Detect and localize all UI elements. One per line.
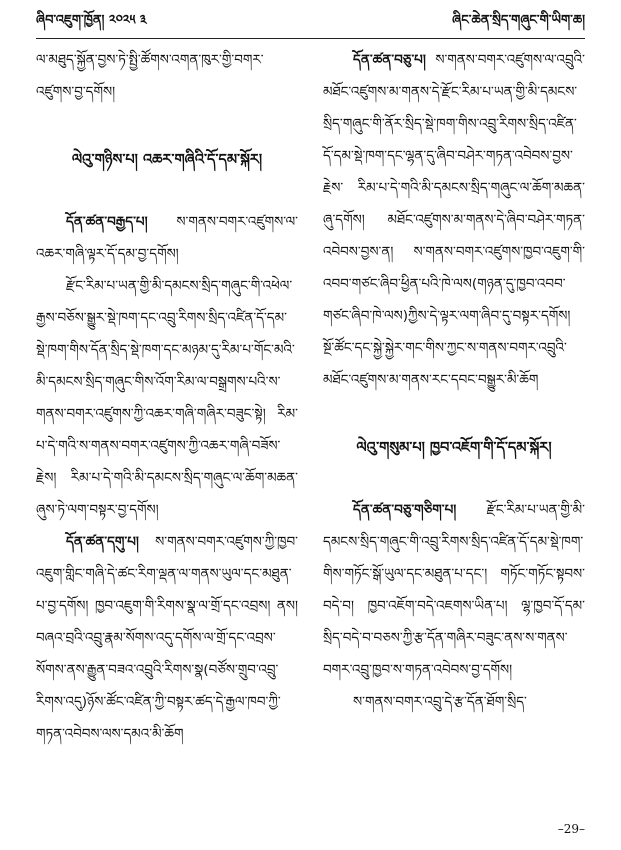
section-title: ལེའུ་གཉིས་པ། འཆར་གཞིའི་དོ་དམ་སྐོར། [71,152,263,168]
header-right-title: ཞིང་ཆེན་སྲིད་གཞུང་གི་ཡིག་ཆ། [452,12,585,28]
article-10 [323,44,585,396]
article-body: ས་གནས་བགར་འཛུགས་ཀྱི་ཁྱབ་འཇུག་གླིང་གཞི་དེ་ཚང་རིག་ལྡན་ལ་གནས་ཡུལ་དང་མཐུན་པ་བྱ་དགོས། ཁྱབ་འཇུག་གི་རིགས་སྣ་ལ་གྲོ་དང་འབྲས། ནས། བཞའ་བྲའི་འབྲུ་རྣམ་སོགས་འདུ་དགོས་ལ་གྲོ་དང་འབྲས་སོགས་ནས་རྒྱུན་བཟའ་འབྲུའི་རིགས་སྣ(བཙོས་གྲུབ་འབྲུ་རིགས་འདུ)ཉོས་ཚོང་འཛིན་ཀྱི་བསྟར་ཚད་དེ་རྒྱལ་ཁབ་ཀྱི་གཏན་འབེབས་ལས་དམའ་མི་ཆོག [36,534,298,742]
running-header [36,10,585,36]
header-rule [36,38,585,39]
article-lead: དོན་ཚན་བརྒྱད་པ། [66,214,148,230]
paragraph: རྫོང་རིམ་པ་ཡན་གྱི་མི་དམངས་སྲིད་གཞུང་གི་འཕེལ་རྒྱས་བཅོས་སྒྱུར་སྡེ་ཁག་དང་འབྲུ་རིགས་སྲིད་འཛིན་དོ་དམ་སྡེ་ཁག་གིས་དོན་སྲིད་སྡེ་ཁག་དང་མཉམ་དུ་རིམ་པ་གོང་མའི་མི་དམངས་སྲིད་གཞུང་གིས་འོག་རིམ་ལ་བསྒྲགས་པའི་ས་གནས་བགར་འཛུགས་ཀྱི་འཆར་གཞི་གཞིར་བཟུང་སྟེ། རིམ་པ་དེ་གའི་ས་གནས་བགར་འཛུགས་ཀྱི་འཆར་གཞི་བཟོས་རྗེས། རིམ་པ་དེ་གའི་མི་དམངས་སྲིད་གཞུང་ལ་ཆོག་མཆན་ཞུས་ཏེ་ལག་བསྟར་བྱ་དགོས། [36,278,298,518]
article-body: ས་གནས་བགར་འཛུགས་ལ་འབྲུའི་མཐོང་འཛུགས་མ་གནས་དེ་རྫོང་རིམ་པ་ཡན་གྱི་མི་དམངས་སྲིད་གཞུང་གི་ནོར་སྲིད་སྡེ་ཁག་གིས་འབྲུ་རིགས་སྲིད་འཛིན་དོ་དམ་སྡེ་ཁག་དང་ལྷན་དུ་ཞིབ་བཤེར་གཏན་འབེབས་བྱས་རྗེས་ རིམ་པ་དེ་གའི་མི་དམངས་སྲིད་གཞུང་ལ་ཆོག་མཆན་ཞུ་དགོས། མཐོང་འཛུགས་མ་གནས་དེ་ཞིབ་བཤེར་གཏན་འབེབས་བྱས་ན། ས་གནས་བགར་འཛུགས་ཁྱབ་འཇུག་གི་འབབ་གཙང་ཞིབ་ཕྱིན་པའི་ཁེ་ལས(གཉན་དུ་ཁྱབ་འབབ་གཙང་ཞིབ་ཁེ་ལས)ཀྱིས་དེ་ལྟར་ལག་ཞིབ་དུ་བསྟར་དགོས། སྔོ་ཚོང་དང་སྐྱེ་སྐྱེར་གང་གིས་ཀྱང་ས་གནས་བགར་འབྲུའི་མཐོང་འཛུགས་མ་གནས་རང་དབང་བསྒྱུར་མི་ཆོག [323,52,585,388]
right-column [323,44,585,718]
header-left-title: ཞིབ་འཇུག་ཁྱོན། ༢༠༢༥ ༣ [36,12,147,28]
page-number: –29– [557,822,585,836]
article-body: རྫོང་རིམ་པ་ཡན་གྱི་མི་དམངས་སྲིད་གཞུང་གི་འབྲུ་རིགས་སྲིད་འཛིན་དོ་དམ་སྡེ་ཁག་གིས་གཏོང་སྒོ་ཡུལ་དང་མཐུན་པ་དང་། གཏོང་གཏོང་སྟབས་བདེ་བ། ཁྱབ་འཇོག་བདེ་འཇགས་ཡིན་པ། ལྷ་ཁྱབ་དོ་དམ་སྲིད་བདེ་བ་བཅས་ཀྱི་རྩ་དོན་གཞིར་བཟུང་ནས་ས་གནས་བགར་འབྲུ་ཁྱབ་ས་གཏན་འབེབས་བྱ་དགོས། [323,502,585,678]
article-9 [36,526,298,750]
article-lead: དོན་ཚན་བཅུ་གཅིག་པ། [353,502,457,518]
left-column [36,44,298,750]
section-title: ལེའུ་གསུམ་པ། ཁྱབ་འཇོག་གི་དོ་དམ་སྐོར། [356,440,552,456]
article-body: ས་གནས་བགར་འཛུགས་ལ་འཆར་གཞི་ལྟར་དོ་དམ་བྱ་དགོས། [36,214,298,262]
article-8 [36,206,298,270]
paragraph: ས་གནས་བགར་འབྲུ་དེ་རྩ་དོན་ཐོག་སྲིད་ [353,694,527,710]
article-lead: དོན་ཚན་དགུ་པ། [66,534,139,550]
article-11 [323,494,585,686]
paragraph: ལ་མཐུད་སྐྱོན་བྱས་ཏེ་སྤྱི་ཚོགས་འགན་ཁུར་གྱི་བགར་འཛུགས་བྱ་དགོས། [36,52,264,100]
article-lead: དོན་ཚན་བཅུ་པ། [353,52,426,68]
